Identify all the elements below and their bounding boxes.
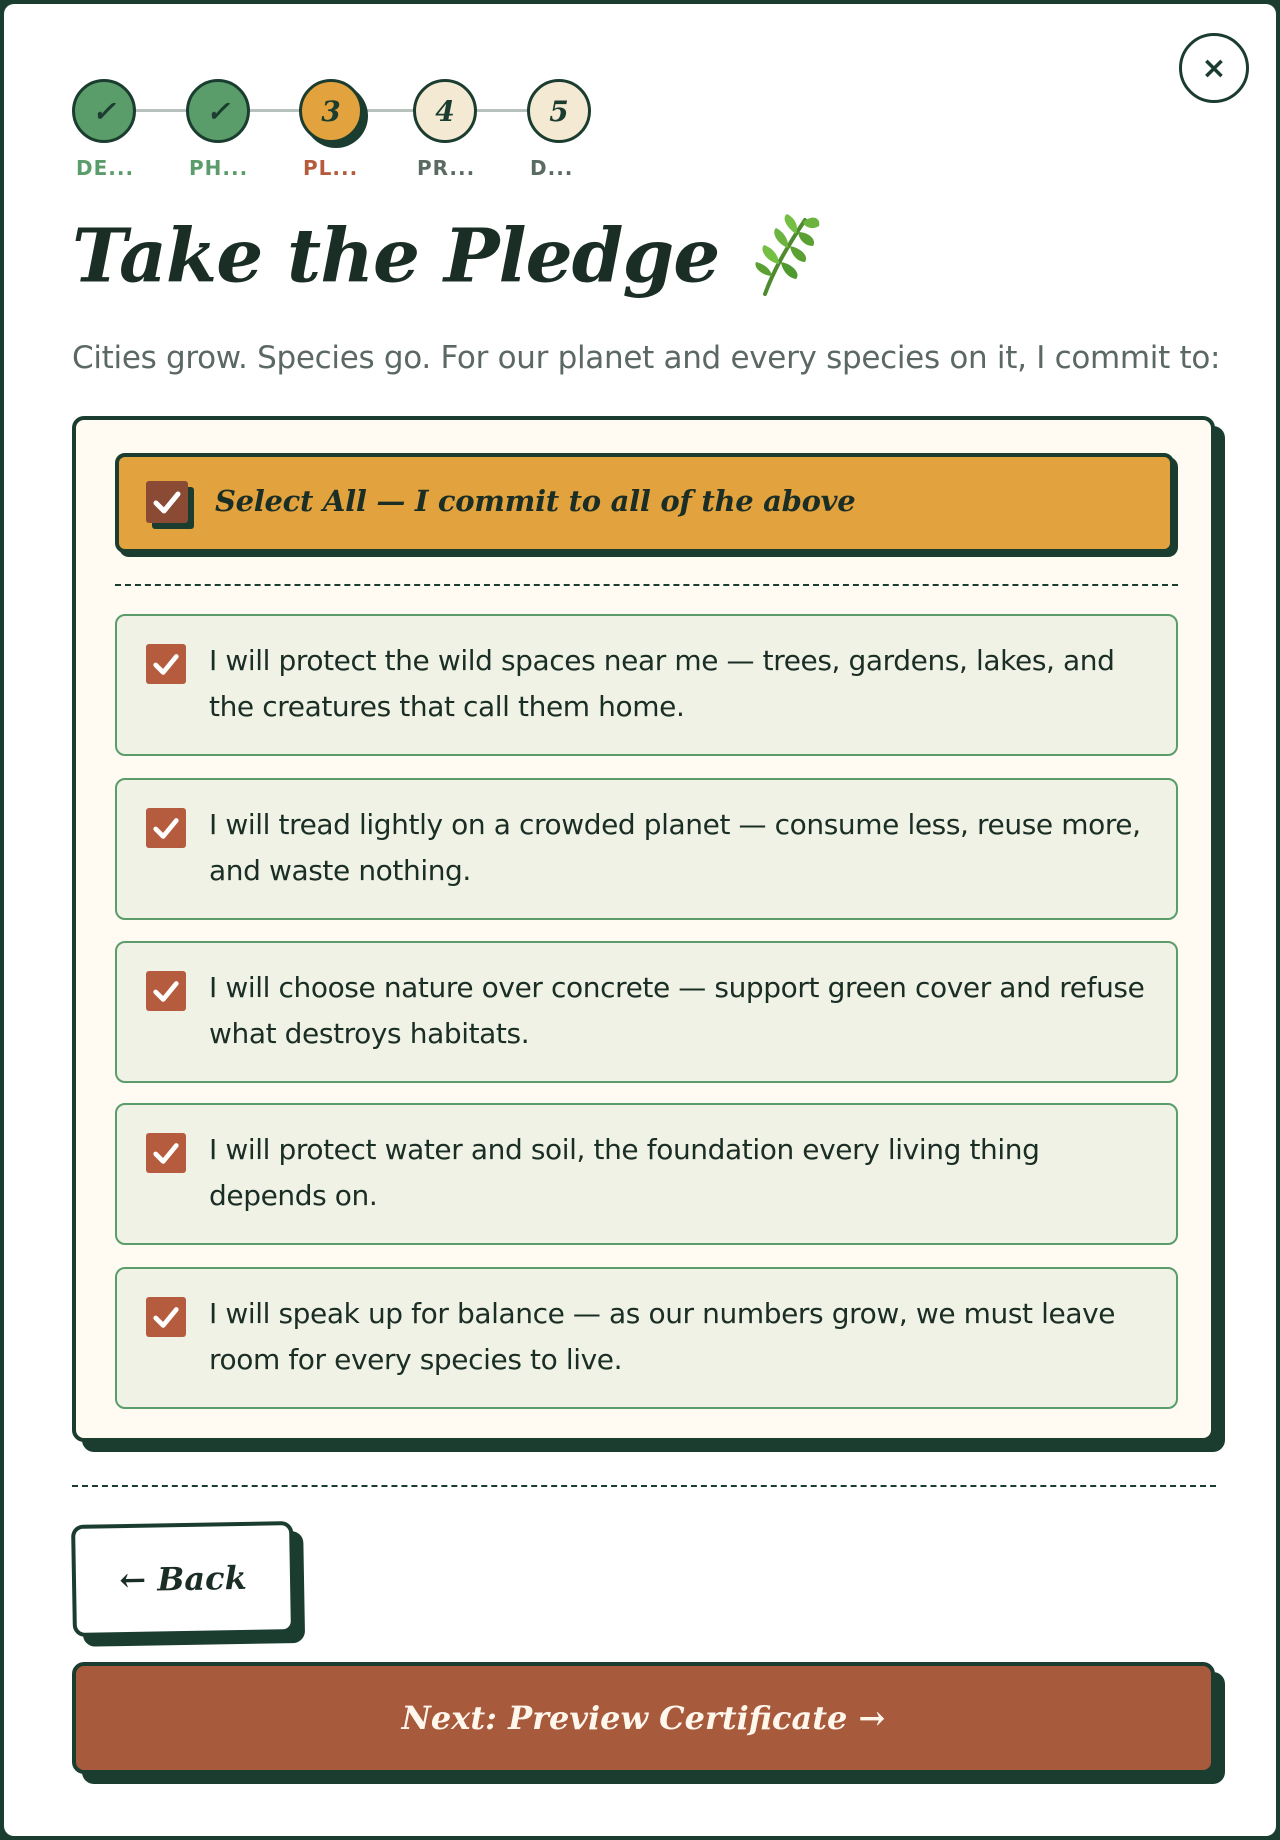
step-5-label: D... [530, 156, 574, 180]
step-3-circle[interactable] [299, 79, 363, 143]
pledge-item[interactable] [115, 1103, 1178, 1245]
checkmark-icon [151, 486, 183, 518]
pledge-item[interactable] [115, 614, 1178, 756]
back-button[interactable]: ← Back [71, 1521, 295, 1637]
pledge-modal [4, 4, 1276, 1836]
step-connector [475, 109, 531, 112]
step-1-circle[interactable] [72, 79, 136, 143]
pledge-checkbox[interactable] [146, 808, 186, 848]
pledge-checkbox[interactable] [146, 1133, 186, 1173]
pledge-item[interactable] [115, 778, 1178, 920]
pledge-item[interactable] [115, 941, 1178, 1083]
leaf-icon [743, 212, 823, 312]
step-1-label: DE... [76, 156, 135, 180]
close-button[interactable] [1179, 33, 1249, 103]
checkmark-icon [151, 813, 181, 843]
checkmark-icon [151, 976, 181, 1006]
select-all-checkbox[interactable] [146, 481, 188, 523]
close-icon: × [1201, 50, 1227, 86]
checkmark-icon: ✓ [206, 94, 230, 128]
pledge-item[interactable] [115, 1267, 1178, 1409]
step-2-circle[interactable] [186, 79, 250, 143]
page-title-text: Take the Pledge [72, 213, 720, 300]
next-preview-certificate-button[interactable]: Next: Preview Certificate → [72, 1662, 1215, 1774]
pledge-item-text: I will tread lightly on a crowded planet — consume less, reuse more, and waste nothing. [209, 808, 1141, 887]
pledge-item-text: I will choose nature over concrete — support green cover and refuse what destroys habitats. [209, 971, 1145, 1050]
step-connector [132, 109, 188, 112]
checkmark-icon [151, 1302, 181, 1332]
step-connector [247, 109, 303, 112]
step-2-label: PH... [189, 156, 249, 180]
step-3-label: PL... [303, 156, 359, 180]
checkmark-icon: ✓ [92, 94, 116, 128]
select-all-toggle[interactable] [115, 453, 1174, 553]
step-4-circle[interactable] [413, 79, 477, 143]
step-5-circle[interactable] [527, 79, 591, 143]
step-number: 3 [321, 94, 341, 128]
pledge-item-text: I will protect the wild spaces near me — trees, gardens, lakes, and the creatures that call them home. [209, 644, 1115, 723]
pledge-checkbox[interactable] [146, 644, 186, 684]
page-title [72, 212, 823, 312]
section-divider [115, 584, 1178, 586]
step-connector [361, 109, 417, 112]
step-number: 4 [435, 94, 455, 128]
select-all-label: Select All — I commit to all of the above [215, 484, 856, 518]
pledge-item-text: I will speak up for balance — as our numbers grow, we must leave room for every species to live. [209, 1297, 1116, 1376]
pledge-item-text: I will protect water and soil, the foundation every living thing depends on. [209, 1133, 1040, 1212]
checkmark-icon [151, 1138, 181, 1168]
pledge-checkbox[interactable] [146, 971, 186, 1011]
step-4-label: PR... [417, 156, 476, 180]
checkmark-icon [151, 649, 181, 679]
page-subtitle: Cities grow. Species go. For our planet and every species on it, I commit to: [72, 340, 1221, 376]
pledge-card [72, 416, 1215, 1442]
pledge-checkbox[interactable] [146, 1297, 186, 1337]
footer-divider [72, 1485, 1216, 1487]
step-number: 5 [549, 94, 569, 128]
